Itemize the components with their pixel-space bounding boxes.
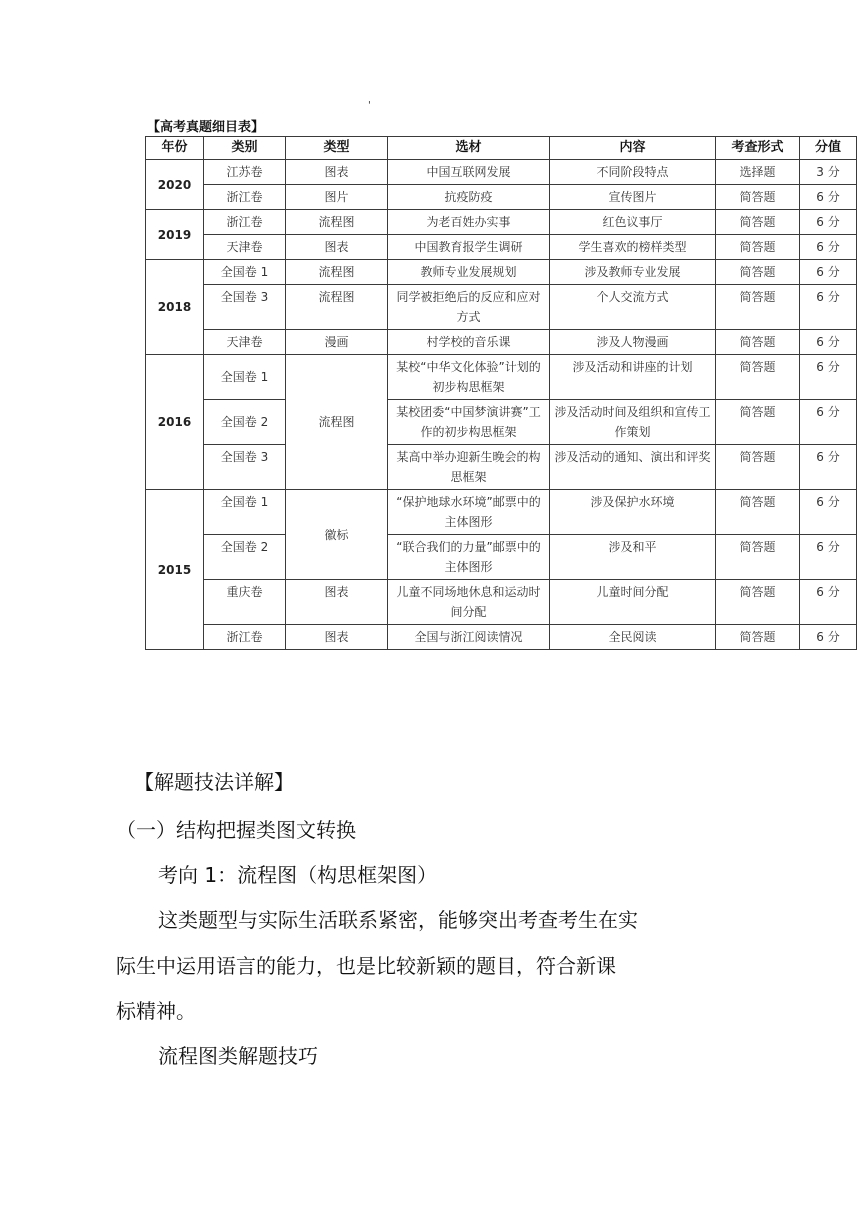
material-cell: 抗疫防疫 (388, 185, 550, 210)
form-cell: 简答题 (716, 445, 800, 490)
material-cell: 中国教育报学生调研 (388, 235, 550, 260)
category-cell: 重庆卷 (204, 580, 286, 625)
content-cell: 学生喜欢的榜样类型 (550, 235, 716, 260)
stray-mark: ' (368, 100, 371, 111)
score-cell: 6 分 (800, 355, 857, 400)
header-content: 内容 (550, 137, 716, 160)
type-cell: 徽标 (286, 490, 388, 580)
table-row (146, 445, 857, 490)
content-cell: 全民阅读 (550, 625, 716, 650)
content-cell: 涉及活动时间及组织和宣传工作策划 (550, 400, 716, 445)
table-row (146, 185, 857, 210)
score-cell: 6 分 (800, 330, 857, 355)
table-row (146, 490, 857, 535)
form-cell: 简答题 (716, 580, 800, 625)
content-cell: 涉及活动的通知、演出和评奖 (550, 445, 716, 490)
score-cell: 6 分 (800, 490, 857, 535)
table-row (146, 160, 857, 185)
type-cell: 图表 (286, 160, 388, 185)
table-row (146, 285, 857, 330)
score-cell: 6 分 (800, 535, 857, 580)
material-cell: 同学被拒绝后的反应和应对方式 (388, 285, 550, 330)
table-row (146, 580, 857, 625)
material-cell: 某校“中华文化体验”计划的初步构思框架 (388, 355, 550, 400)
year-cell: 2016 (146, 355, 204, 490)
content-cell: 宣传图片 (550, 185, 716, 210)
material-cell: 某高中举办迎新生晚会的构思框架 (388, 445, 550, 490)
table-row (146, 330, 857, 355)
paragraph-line: 际生中运用语言的能力，也是比较新颖的题目，符合新课 (116, 954, 616, 978)
material-cell: 村学校的音乐课 (388, 330, 550, 355)
form-cell: 简答题 (716, 285, 800, 330)
type-cell: 流程图 (286, 260, 388, 285)
form-cell: 简答题 (716, 235, 800, 260)
type-cell: 流程图 (286, 355, 388, 490)
material-cell: 儿童不同场地休息和运动时间分配 (388, 580, 550, 625)
category-cell: 浙江卷 (204, 185, 286, 210)
score-cell: 6 分 (800, 625, 857, 650)
content-cell: 红色议事厅 (550, 210, 716, 235)
header-score: 分值 (800, 137, 857, 160)
content-cell: 涉及教师专业发展 (550, 260, 716, 285)
content-cell: 不同阶段特点 (550, 160, 716, 185)
table-row (146, 535, 857, 580)
category-cell: 全国卷 2 (204, 400, 286, 445)
material-cell: 某校团委“中国梦演讲赛”工作的初步构思框架 (388, 400, 550, 445)
type-cell: 图表 (286, 235, 388, 260)
type-cell: 流程图 (286, 285, 388, 330)
score-cell: 6 分 (800, 260, 857, 285)
table-row (146, 235, 857, 260)
category-cell: 全国卷 1 (204, 490, 286, 535)
table-row (146, 355, 857, 400)
score-cell: 6 分 (800, 210, 857, 235)
header-form: 考查形式 (716, 137, 800, 160)
category-cell: 天津卷 (204, 235, 286, 260)
material-cell: 为老百姓办实事 (388, 210, 550, 235)
tips-heading: 流程图类解题技巧 (158, 1044, 318, 1068)
score-cell: 6 分 (800, 400, 857, 445)
form-cell: 简答题 (716, 185, 800, 210)
score-cell: 3 分 (800, 160, 857, 185)
form-cell: 简答题 (716, 210, 800, 235)
header-category: 类别 (204, 137, 286, 160)
table-row (146, 260, 857, 285)
table-title: 【高考真题细目表】 (147, 120, 265, 135)
category-cell: 全国卷 1 (204, 260, 286, 285)
content-cell: 涉及活动和讲座的计划 (550, 355, 716, 400)
direction-heading: 考向 1：流程图（构思框架图） (158, 863, 438, 887)
table-row (146, 625, 857, 650)
type-cell: 流程图 (286, 210, 388, 235)
category-cell: 天津卷 (204, 330, 286, 355)
form-cell: 选择题 (716, 160, 800, 185)
content-cell: 儿童时间分配 (550, 580, 716, 625)
section-heading: 【解题技法详解】 (134, 770, 294, 794)
score-cell: 6 分 (800, 285, 857, 330)
material-cell: 教师专业发展规划 (388, 260, 550, 285)
header-type: 类型 (286, 137, 388, 160)
year-cell: 2015 (146, 490, 204, 650)
content-cell: 涉及保护水环境 (550, 490, 716, 535)
paragraph-line: 标精神。 (116, 999, 196, 1023)
type-cell: 图表 (286, 625, 388, 650)
category-cell: 全国卷 2 (204, 535, 286, 580)
form-cell: 简答题 (716, 400, 800, 445)
type-cell: 图片 (286, 185, 388, 210)
type-cell: 图表 (286, 580, 388, 625)
table-row (146, 400, 857, 445)
year-cell: 2018 (146, 260, 204, 355)
form-cell: 简答题 (716, 330, 800, 355)
category-cell: 全国卷 1 (204, 355, 286, 400)
form-cell: 简答题 (716, 625, 800, 650)
table-header-row (146, 137, 857, 160)
content-cell: 涉及人物漫画 (550, 330, 716, 355)
material-cell: 中国互联网发展 (388, 160, 550, 185)
header-year: 年份 (146, 137, 204, 160)
score-cell: 6 分 (800, 235, 857, 260)
category-cell: 全国卷 3 (204, 285, 286, 330)
material-cell: 全国与浙江阅读情况 (388, 625, 550, 650)
type-cell: 漫画 (286, 330, 388, 355)
header-material: 选材 (388, 137, 550, 160)
form-cell: 简答题 (716, 490, 800, 535)
form-cell: 简答题 (716, 355, 800, 400)
exam-detail-table (145, 136, 857, 650)
category-cell: 浙江卷 (204, 625, 286, 650)
year-cell: 2019 (146, 210, 204, 260)
category-cell: 全国卷 3 (204, 445, 286, 490)
content-cell: 个人交流方式 (550, 285, 716, 330)
material-cell: “联合我们的力量”邮票中的主体图形 (388, 535, 550, 580)
year-cell: 2020 (146, 160, 204, 210)
paragraph-line: 这类题型与实际生活联系紧密，能够突出考查考生在实 (158, 908, 638, 932)
category-cell: 浙江卷 (204, 210, 286, 235)
score-cell: 6 分 (800, 185, 857, 210)
form-cell: 简答题 (716, 260, 800, 285)
form-cell: 简答题 (716, 535, 800, 580)
score-cell: 6 分 (800, 580, 857, 625)
subsection-heading: （一）结构把握类图文转换 (116, 818, 356, 842)
content-cell: 涉及和平 (550, 535, 716, 580)
table-row (146, 210, 857, 235)
category-cell: 江苏卷 (204, 160, 286, 185)
material-cell: “保护地球水环境”邮票中的主体图形 (388, 490, 550, 535)
score-cell: 6 分 (800, 445, 857, 490)
